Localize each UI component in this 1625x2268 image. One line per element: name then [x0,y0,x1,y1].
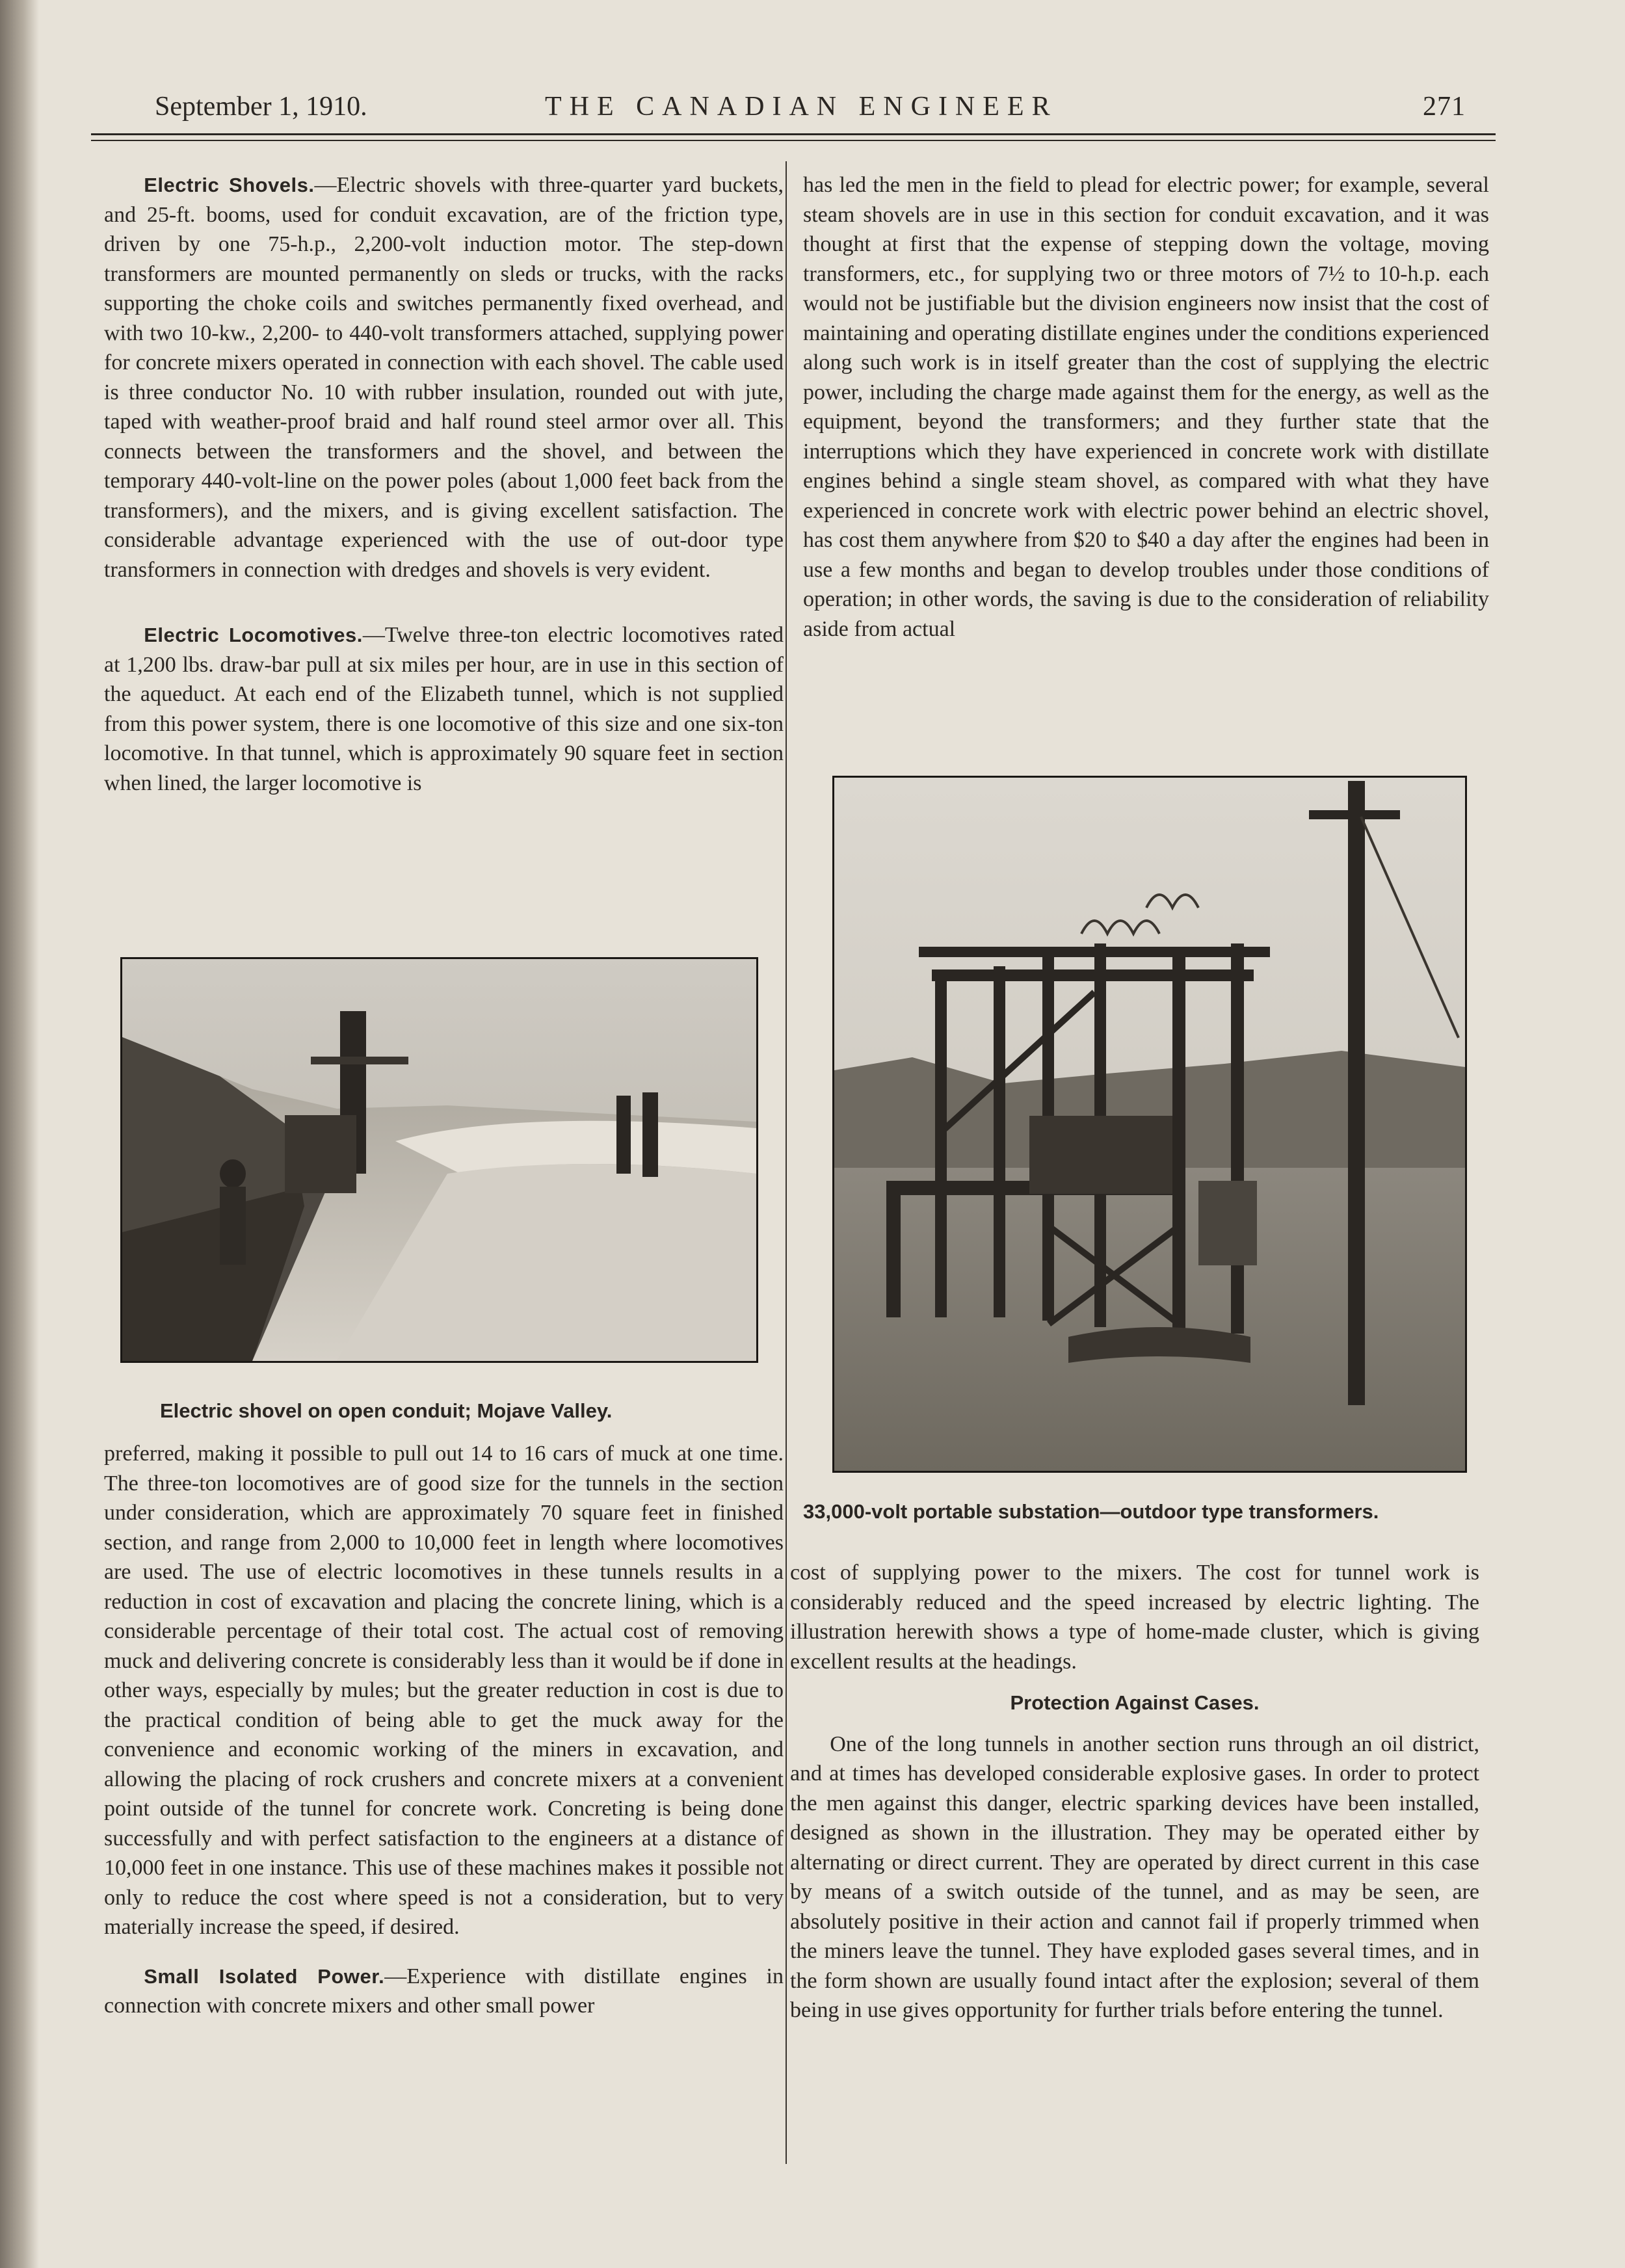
left-column-top [104,170,784,798]
heading-electric-shovels: Electric Shovels. [144,174,315,196]
photo-electric-shovel [120,957,758,1363]
paragraph-small-power-continued: has led the men in the field to plead for electric power; for example, several steam shovels are in use in this section for conduit excavation, and it was thought at first that the expense of stepping down the voltage, moving transformers, etc., for supplying two or three motors of 7½ to 10-h.p. each would not be justifiable but the division engineers now insist that the cost of maintaining and operating distillate engines under the conditions experienced along such work is in itself greater than the cost of supplying the electric power, including the charge made against them for the energy, as well as the equipment, beyond the transformers; and they further state that the interruptions which they have experienced in concrete work with distillate engines behind a single steam shovel, as compared with what they have experienced in concrete work with electric power behind an electric shovel, has cost them anywhere from $20 to $40 a day after the engines had been in use a few months and began to develop troubles under those conditions of operation; in other words, the saving is due to the consideration of reliability aside from actual [803,173,1489,641]
figure-caption-shovel: Electric shovel on open conduit; Mojave Valley. [160,1399,613,1422]
header-rule-top [91,133,1496,135]
journal-title: THE CANADIAN ENGINEER [545,92,1058,122]
figure-caption-substation: 33,000-volt portable substation—outdoor type transformers. [803,1500,1379,1523]
right-column-top [803,170,1489,644]
left-column-bottom [104,1439,784,2021]
section-heading-protection: Protection Against Cases. [1010,1691,1260,1714]
photo-electric-shovel-image [122,959,756,1361]
heading-small-isolated-power: Small Isolated Power. [144,1964,385,1988]
paragraph-text: —Electric shovels with three-quarter yard buckets, and 25-ft. booms, used for conduit excavation, are of the friction type, driven by one 75-h.p., 2,200-volt induction motor. The step-down transformers are mounted permanently on sleds or trucks, with the racks supporting the choke coils and switches permanently fixed overhead, and with two 10-kw., 2,200- to 440-volt transformers attached, supplying power for concrete mixers operated in connection with each shovel. The cable used is three conductor No. 10 with rubber insulation, rounded out with jute, taped with weather-proof braid and half round steel armor over all. This connects between the transformers and the shovel, and between the temporary 440-volt-line on the power poles (about 1,000 feet back from the transformers), and the mixers, and is giving excellent satisfaction. The considerable advantage experienced with the use of out-door type transformers in connection with dredges and shovels is very evident. [104,173,784,582]
page-binding-shadow [0,0,39,2268]
photo-portable-substation-image [834,778,1465,1471]
paragraph-electric-locomotives [104,620,784,798]
paragraph-text: —Twelve three-ton electric locomotives rated at 1,200 lbs. draw-bar pull at six miles per hour, are in use in this section of the aqueduct. At each end of the Elizabeth tunnel, which is not supplied from this power system, there is one locomotive of this size and one six-ton locomotive. In that tunnel, which is approximately 90 square feet in section when lined, the larger locomotive is [104,623,784,795]
column-divider [786,161,787,2164]
paragraph-distillate-continued: cost of supplying power to the mixers. The cost for tunnel work is considerably reduced and the speed increased by electric lighting. The illustration herewith shows a type of home-made cluster, which is giving excellent results at the headings. [790,1561,1479,1674]
photo-portable-substation [832,776,1467,1473]
right-column-bottom [790,1558,1479,2025]
paragraph-locomotives-continued: preferred, making it possible to pull out 14 to 16 cars of muck at one time. The three-ton locomotives are of good size for the tunnels in the section under consideration, which are approximately 70 square feet in finished section, and range from 2,000 to 10,000 feet in length where locomotives are used. The use of electric locomotives in these tunnels results in a reduction in cost of excavation and placing the concrete lining, which is a considerable percentage of their total cost. The actual cost of removing muck and delivering concrete is considerably less than it would be if done in other ways, especially by mules; but the greater reduction in cost is due to the practical condition of being able to get the muck away for the convenience and economic working of the miners in excavation, and allowing the placing of rock crushers and concrete mixers at a convenient point outside of the tunnel for concrete work. Concreting is being done successfully and with perfect satisfaction to the engineers at a distance of 10,000 feet in one instance. This use of these machines makes it possible not only to reduce the cost where speed is not a consideration, but to very materially increase the speed, if desired. [104,1442,784,1939]
paragraph-protection: One of the long tunnels in another section runs through an oil district, and at times has developed considerable explosive gases. In order to protect the men against this danger, electric sparking devices have been installed, designed as shown in the illustration. They may be operated either by alternating or direct current. They are operated by direct current in this case by means of a switch outside of the tunnel, and as may be seen, are absolutely positive in their action and cannot fail if properly trimmed when the miners leave the tunnel. They have exploded gases several times, and in the form shown are usually found intact after the explosion; several of them being in use gives opportunity for further trials before entering the tunnel. [790,1732,1479,2022]
heading-electric-locomotives: Electric Locomotives. [144,624,363,646]
header-date: September 1, 1910. [155,92,367,122]
page-number: 271 [1423,92,1466,122]
paragraph-electric-shovels [104,170,784,585]
header-rule-bottom [91,140,1496,141]
paragraph-text: —Experience with distillate engines in connection with concrete mixers and other small power [104,1964,784,2018]
paragraph-small-isolated-power [104,1962,784,2021]
